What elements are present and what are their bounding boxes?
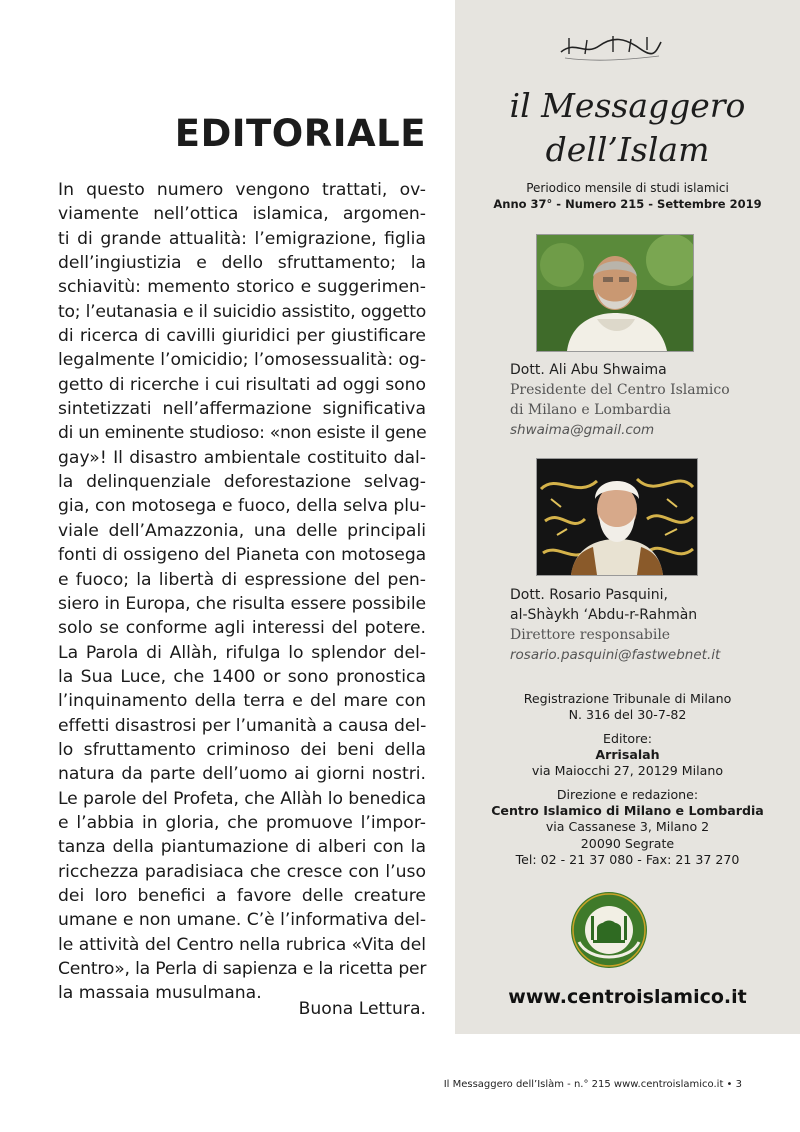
registration-info	[455, 691, 800, 723]
editorial-line: dei loro benefici a favore delle creature	[58, 885, 426, 906]
direction-address-line2: 20090 Segrate	[580, 835, 675, 851]
direction-phone-fax: Tel: 02 - 21 37 080 - Fax: 21 37 270	[515, 851, 740, 867]
person2-block	[510, 585, 720, 665]
person1-email[interactable]: shwaima@gmail.com	[510, 422, 655, 438]
editorial-line: siero in Europa, che risulta essere possibile	[58, 593, 426, 614]
editorial-line: getto di ricerche i cui risultati ad oggi sono	[58, 374, 426, 395]
website-link[interactable]: www.centroislamico.it	[508, 986, 747, 1008]
editorial-line: fonti di ossigeno del Pianeta con motosega	[58, 545, 427, 566]
editorial-line: schiavitù: memento storico e suggerimen-	[58, 277, 426, 298]
editorial-line: tanza della piantumazione di alberi con la	[58, 837, 426, 858]
page-footer: Il Messaggero dell’Islàm - n.° 215 www.centroislamico.it • 3	[443, 1079, 742, 1090]
editorial-line: ricchezza paradisiaca che cresce con l’uso	[58, 861, 426, 882]
editorial-line: gay»! Il disastro ambientale costituito dal-	[58, 447, 426, 468]
issue-info: Anno 37° - Numero 215 - Settembre 2019	[493, 197, 762, 211]
person1-role-line2: di Milano e Lombardia	[510, 402, 671, 418]
editorial-line: In questo numero vengono trattati, ov-	[58, 180, 426, 200]
registration-line2: N. 316 del 30-7-82	[568, 707, 687, 723]
publisher-address: via Maiocchi 27, 20129 Milano	[531, 763, 724, 779]
editorial-line: Centro», la Perla di sapienza e la ricetta per	[58, 959, 427, 979]
person2-email[interactable]: rosario.pasquini@fastwebnet.it	[510, 647, 721, 663]
person1-role-line1: Presidente del Centro Islamico	[510, 382, 730, 398]
editorial-line: natura da parte dell’uomo ai giorni nostri.	[58, 764, 426, 785]
publisher-name: Arrisalah	[595, 747, 660, 763]
editorial-line: dell’ingiustizia e dello sfruttamento; la	[58, 253, 426, 274]
editorial-line: viamente nell’ottica islamica, argomen-	[58, 204, 426, 225]
editorial-body	[58, 178, 426, 1006]
editorial-line: di un eminente studioso: «non esiste il gene	[58, 423, 427, 444]
direction-label: Direzione e redazione:	[556, 787, 699, 802]
editorial-title: EDITORIALE	[174, 112, 426, 155]
editorial-line: la Sua Luce, che 1400 or sono pronostica	[58, 666, 426, 687]
centro-islamico-logo	[569, 890, 649, 970]
magazine-title-line1: il Messaggero	[509, 86, 746, 125]
person2-name-line1: Dott. Rosario Pasquini,	[510, 587, 668, 603]
editorial-line: gia, con motosega e fuoco, della selva plu-	[58, 496, 427, 517]
magazine-subtitle	[455, 180, 800, 212]
editorial-line: Le parole del Profeta, che Allàh lo benedica	[58, 788, 426, 809]
editorial-line: to; l’eutanasia e il suicidio assistito, oggetto	[58, 301, 426, 322]
editorial-line: umane e non umane. C’è l’informativa del-	[58, 910, 426, 931]
editorial-line: le attività del Centro nella rubrica «Vita del	[58, 934, 426, 955]
person2-role: Direttore responsabile	[510, 627, 671, 643]
basmala-calligraphy	[555, 30, 665, 64]
direction-address-line1: via Cassanese 3, Milano 2	[545, 819, 710, 835]
editorial-closing: Buona Lettura.	[298, 999, 426, 1019]
editorial-line: legalmente l’omicidio; l’omosessualità: og-	[58, 350, 427, 371]
masthead-sidebar	[455, 0, 800, 1034]
editorial-line: ti di grande attualità: l’emigrazione, figlia	[58, 228, 426, 249]
editorial-line: effetti disastrosi per l’umanità a causa del-	[58, 715, 427, 736]
registration-line1: Registrazione Tribunale di Milano	[523, 691, 732, 706]
periodical-description: Periodico mensile di studi islamici	[526, 181, 729, 195]
magazine-title-line2: dell’Islam	[545, 130, 710, 169]
editorial-line: di ricerca di cavilli giuridici per giustificare	[58, 326, 426, 347]
publisher-info	[455, 731, 800, 780]
editorial-line: viale dell’Amazzonia, una delle principali	[58, 520, 426, 541]
person2-name-line2: al-Shàykh ‘Abdu-r-Rahmàn	[510, 607, 698, 623]
photo-rosario-pasquini	[536, 458, 698, 576]
editorial-line: e fuoco; la libertà di espressione del pen-	[58, 569, 426, 590]
magazine-title	[455, 84, 800, 172]
editorial-line: l’inquinamento della terra e del mare con	[58, 691, 426, 712]
direction-name: Centro Islamico di Milano e Lombardia	[491, 803, 764, 819]
editorial-line: solo se conforme agli interessi del potere.	[58, 618, 426, 639]
editorial-line: La Parola di Allàh, rifulga lo splendor del-	[58, 642, 426, 663]
person1-name: Dott. Ali Abu Shwaima	[510, 362, 667, 378]
editorial-line: sintetizzati nell’affermazione significativa	[58, 399, 426, 420]
person1-block	[510, 360, 730, 440]
editorial-line: la delinquenziale deforestazione selvag-	[58, 472, 426, 493]
editorial-line: la massaia musulmana.	[58, 983, 262, 1004]
editorial-line: e l’abbia in gloria, che promuove l’impor-	[58, 812, 426, 833]
publisher-label: Editore:	[603, 731, 652, 746]
direction-info	[455, 787, 800, 868]
photo-ali-abu-shwaima	[536, 234, 694, 352]
editorial-line: lo sfruttamento criminoso dei beni della	[58, 739, 426, 760]
